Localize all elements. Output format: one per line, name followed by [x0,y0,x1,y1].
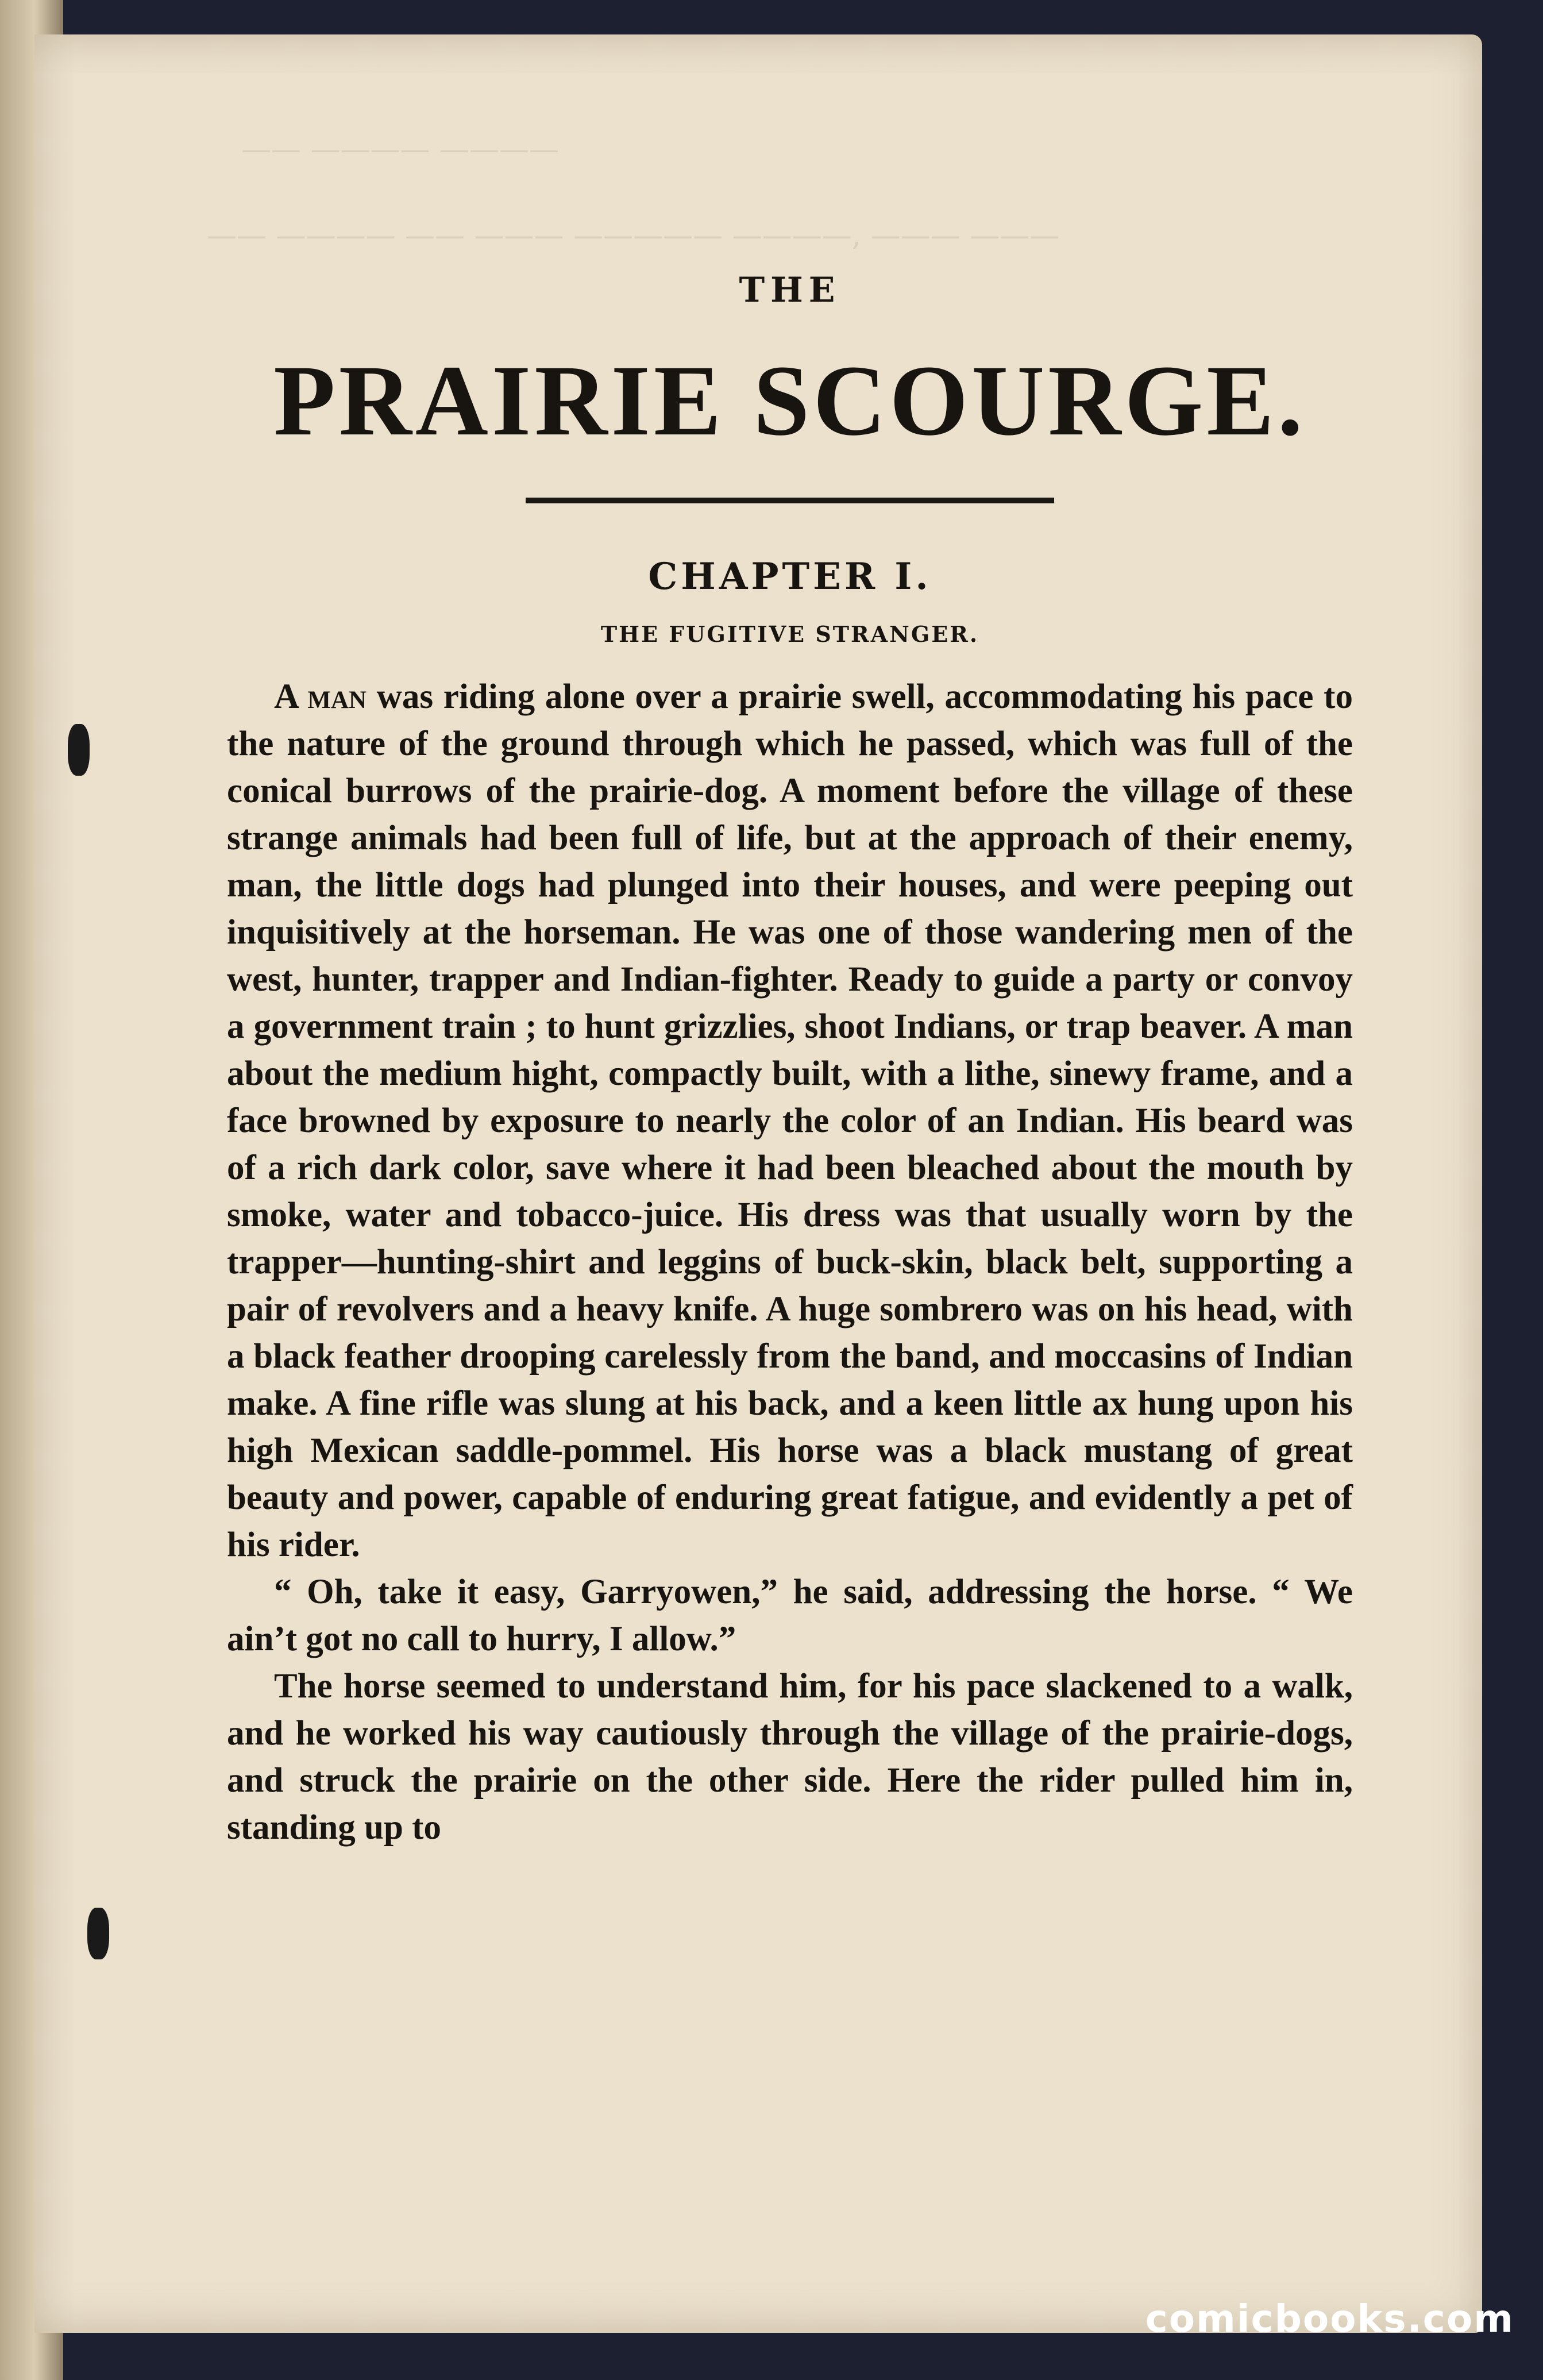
pre-title: THE [739,270,841,310]
paragraph: “ Oh, take it easy, Garryowen,” he said, addressing the horse. “ We ain’t got no call to hurry, I allow.” [227,1573,1353,1658]
book-title: PRAIRIE SCOURGE. [273,345,1306,457]
binding-hole [68,724,90,776]
paragraph-opening: A man [274,677,367,716]
paragraph [227,673,1353,1569]
paragraph: The horse seemed to understand him, for his pace slackened to a walk, and he worked his way cautiously through the village of the prairie-dogs, and struck the prairie on the other side. Here the rider pulled him in, standing up to [227,1667,1353,1847]
title-divider [526,498,1054,503]
binding-hole [87,1908,109,1959]
watermark: comicbooks.com [1145,2297,1514,2341]
bleed-through-text: —— ———— ———— [241,132,560,167]
paragraph-text: was riding alone over a prairie swell, accommodating his pace to the nature of the ground through which he passed, which was full of the conical burrows of the prairie-dog. A moment before the village of these strange animals had been full of life, but at the approach of their enemy, man, the little dogs had plunged into their houses, and were peeping out inquisitively at the horseman. He was one of those wandering men of the west, hunter, trapper and Indian-fighter. Ready to guide a party or convoy a government train ; to hunt grizzlies, shoot Indians, or trap beaver. A man about the medium hight, compactly built, with a lithe, sinewy frame, and a face browned by exposure to nearly the color of an Indian. His beard was of a rich dark color, save where it had been bleached about the mouth by smoke, water and tobacco-juice. His dress was that usually worn by the trapper—hunting-shirt and leggins of buck-skin, black belt, supporting a pair of revolvers and a heavy knife. A huge sombrero was on his head, with a black feather drooping carelessly from the band, and moccasins of Indian make. A fine rifle was slung at his back, and a keen little ax hung upon his high Mexican saddle-pommel. His horse was a black mustang of great beauty and power, capable of enduring great fatigue, and evidently a pet of his rider. [227,677,1353,1564]
page-text [227,270,1353,1851]
chapter-heading: CHAPTER I. [648,555,932,598]
chapter-subtitle: THE FUGITIVE STRANGER. [600,621,979,647]
bleed-through-text: —— ———— —— ——— ————— ————, ——— ——— [207,218,1060,253]
